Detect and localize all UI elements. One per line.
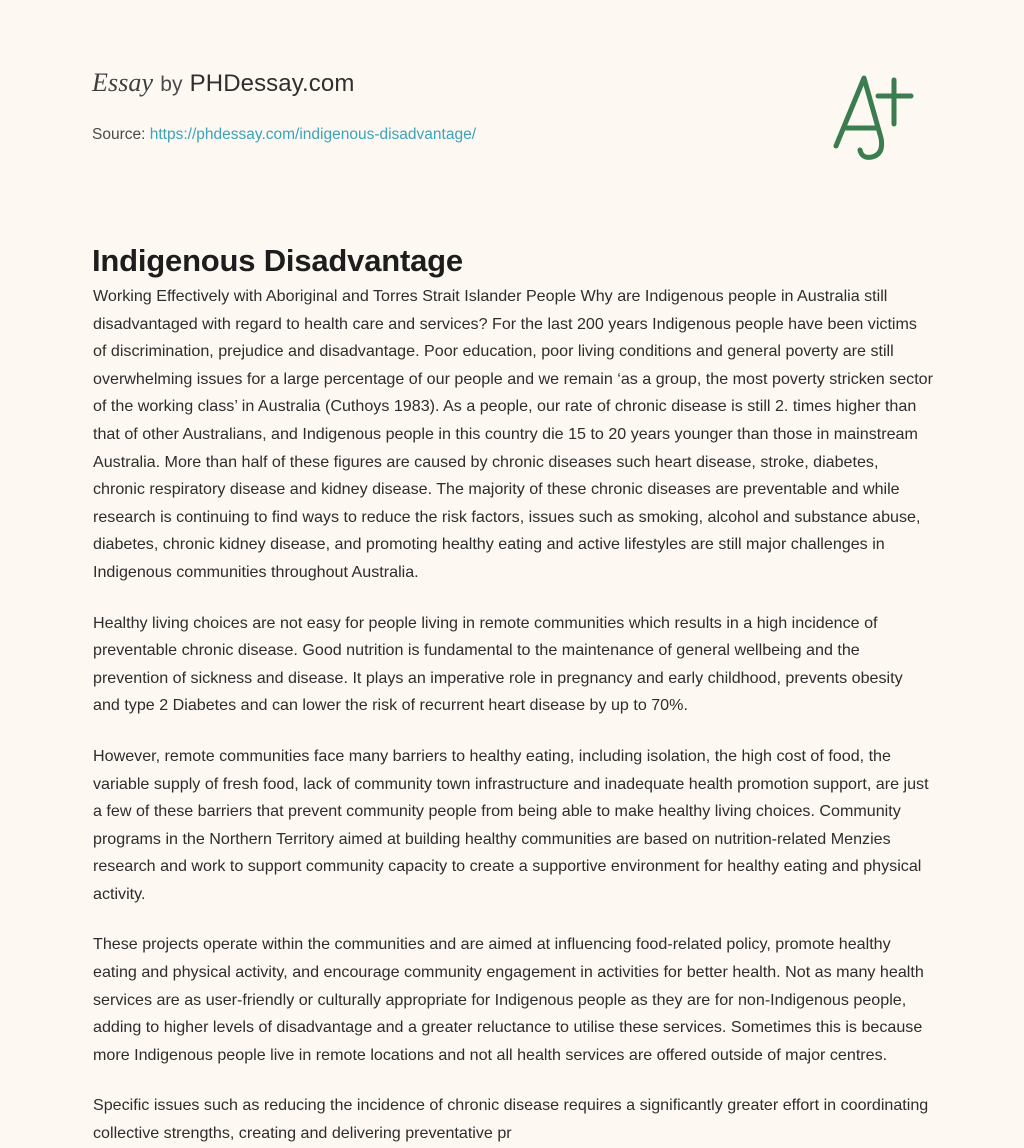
- brand-by-label: by: [160, 73, 183, 96]
- page-title: Indigenous Disadvantage: [92, 242, 463, 278]
- paragraph: Healthy living choices are not easy for people living in remote communities which results in a high incidence of preventable chronic disease. Good nutrition is fundamental to the maintenance of general wellbeing and the prevention of sickness and disease. It plays an imperative role in pregnancy and early childhood, prevents obesity and type 2 Diabetes and can lower the risk of recurrent heart disease by up to 70%.: [93, 613, 903, 715]
- paragraph: Specific issues such as reducing the incidence of chronic disease requires a significantly greater effort in coordinating collective strengths, creating and delivering preventative pr: [93, 1096, 929, 1143]
- source-url-link[interactable]: https://phdessay.com/indigenous-disadvantage/: [149, 126, 477, 143]
- a-plus-logo-icon: [818, 62, 928, 172]
- essay-body: [93, 283, 933, 1148]
- page-header: [92, 68, 932, 144]
- paragraph: However, remote communities face many barriers to healthy eating, including isolation, the high cost of food, the variable supply of fresh food, lack of community town infrastructure and inadequate health promotion support, are just a few of these barriers that prevent community people from being able to make healthy living choices. Community programs in the Northern Territory aimed at building healthy communities are based on nutrition-related Menzies research and work to support community capacity to create a supportive environment for healthy eating and physical activity.: [93, 746, 929, 903]
- brand-site-name: PHDessay.com: [189, 70, 355, 97]
- brand-essay-label: Essay: [92, 68, 154, 97]
- source-line: [92, 126, 932, 144]
- paragraph: Working Effectively with Aboriginal and Torres Strait Islander People Why are Indigenous people in Australia still disadvantaged with regard to health care and services? For the last 200 years Indigenous people have been victims of discrimination, prejudice and disadvantage. Poor education, poor living conditions and general poverty are still overwhelming issues for a large percentage of our people and we remain ‘as a group, the most poverty stricken sector of the working class’ in Australia (Cuthoys 1983). As a people, our rate of chronic disease is still 2. times higher than that of other Australians, and Indigenous people in this country die 15 to 20 years younger than those in mainstream Australia. More than half of these figures are caused by chronic diseases such heart disease, stroke, diabetes, chronic respiratory disease and kidney disease. The majority of these chronic diseases are preventable and while research is continuing to find ways to reduce the risk factors, issues such as smoking, alcohol and substance abuse, diabetes, chronic kidney disease, and promoting healthy eating and active lifestyles are still major challenges in Indigenous communities throughout Australia.: [93, 287, 933, 581]
- brand-line: [92, 68, 932, 98]
- paragraph: These projects operate within the communities and are aimed at influencing food-related policy, promote healthy eating and physical activity, and encourage community engagement in activities for better health. Not as many health services are as user-friendly or culturally appropriate for Indigenous people as they are for non-Indigenous people, adding to higher levels of disadvantage and a greater reluctance to utilise these services. Sometimes this is because more Indigenous people live in remote locations and not all health services are offered outside of major centres.: [93, 935, 924, 1064]
- source-label: Source:: [92, 126, 146, 143]
